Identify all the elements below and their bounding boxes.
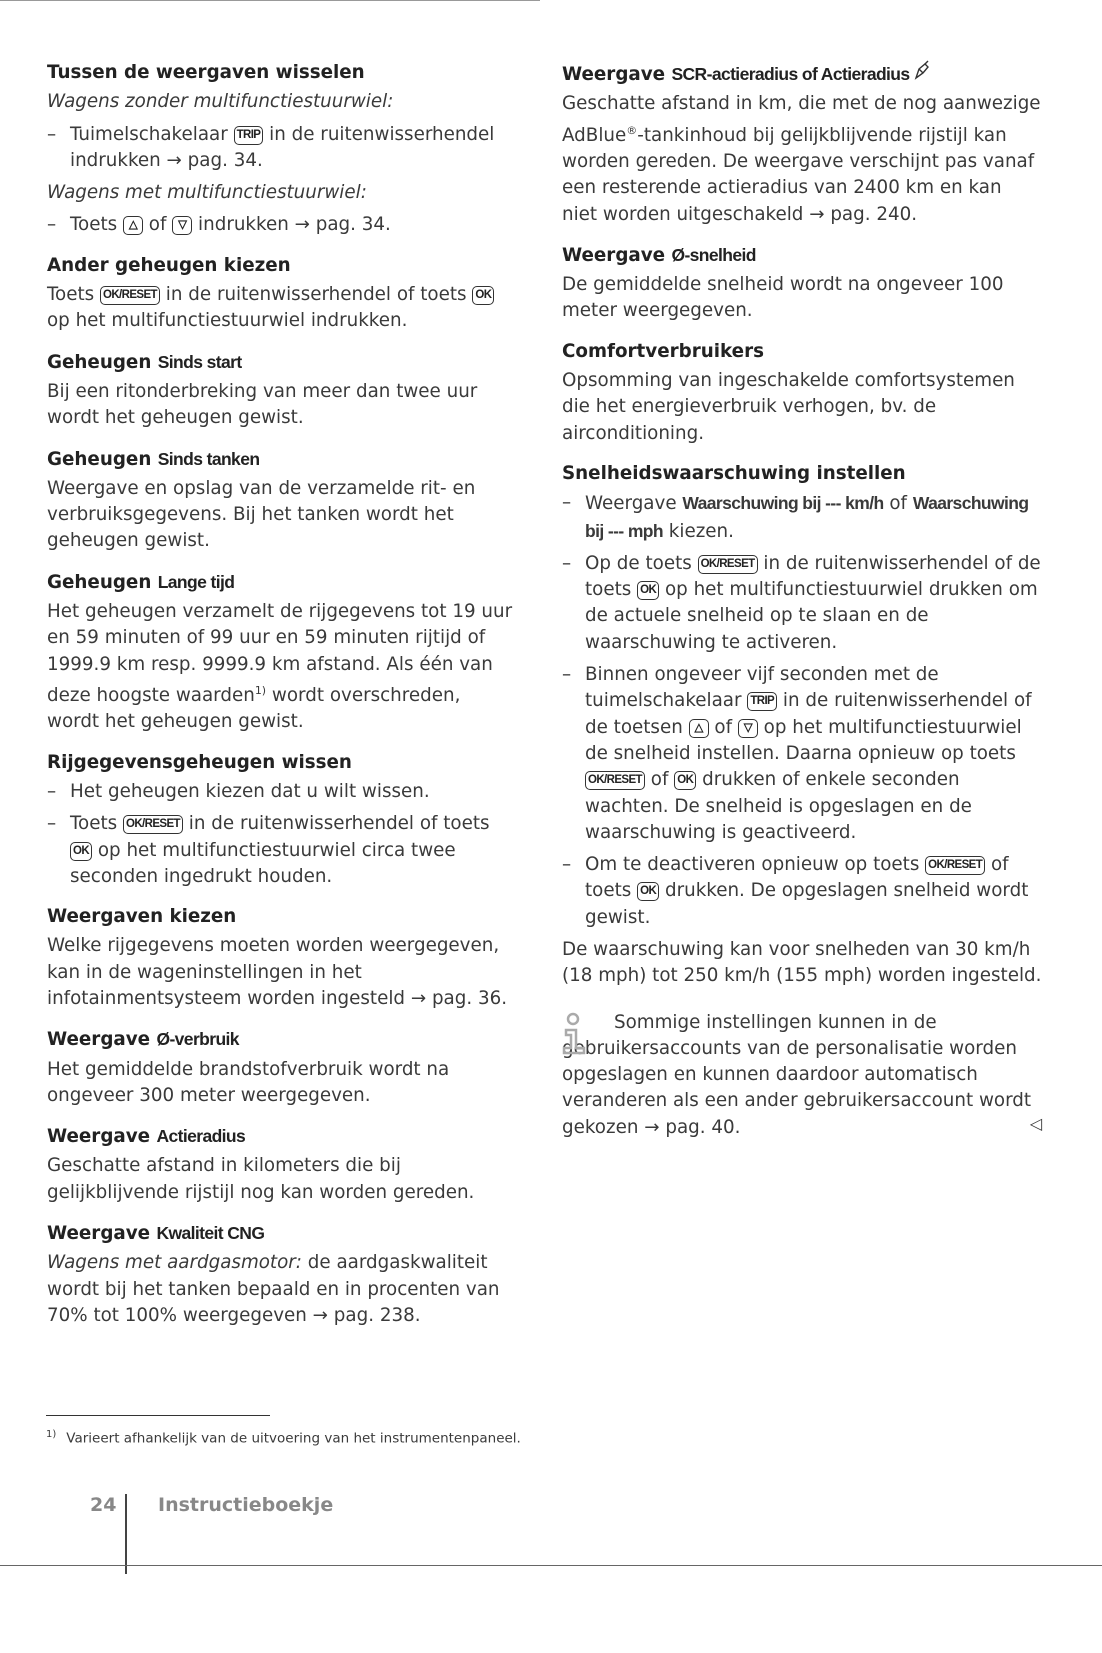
text-run: in de ruitenwisserhendel of toets bbox=[160, 284, 473, 306]
dash-list-item bbox=[47, 779, 517, 805]
fuel-pump-nozzle-icon bbox=[913, 60, 931, 80]
key-ok-icon: OK bbox=[637, 581, 659, 600]
text-run: Om te deactiveren opnieuw op toets bbox=[585, 854, 926, 876]
left-column bbox=[47, 60, 517, 1343]
text-run: of toets bbox=[585, 854, 1009, 902]
condition-label bbox=[47, 89, 517, 115]
paragraph bbox=[47, 599, 517, 736]
text-run: in de ruitenwisserhendel of toets bbox=[183, 813, 490, 835]
footnote bbox=[46, 1429, 521, 1447]
text-run: of bbox=[708, 716, 738, 738]
text-run: Wagens met multifunctiestuurwiel: bbox=[47, 182, 367, 204]
text-run: Het gemiddelde brandstofverbruik wordt na ongeveer 300 meter weergegeven. bbox=[47, 1058, 450, 1106]
dash-list-item bbox=[47, 122, 517, 175]
section bbox=[562, 461, 1042, 990]
text-run: De waarschuwing kan voor snelheden van 30 km/h (18 mph) tot 250 km/h (155 mph) worden ingesteld. bbox=[562, 939, 1042, 987]
key-okreset-icon: OK/RESET bbox=[925, 856, 985, 875]
key-ok-icon: OK bbox=[70, 842, 92, 861]
section-heading bbox=[47, 1220, 517, 1247]
key--icon: △ bbox=[689, 719, 709, 738]
section-heading bbox=[47, 569, 517, 596]
text-run: Weergave bbox=[47, 1126, 157, 1148]
key-okreset-icon: OK/RESET bbox=[100, 286, 160, 305]
key-okreset-icon: OK/RESET bbox=[585, 771, 645, 790]
emphasis-label: Kwaliteit CNG bbox=[156, 1223, 265, 1244]
section bbox=[47, 1220, 517, 1329]
paragraph bbox=[47, 379, 517, 432]
paragraph bbox=[562, 272, 1042, 325]
text-run: op het multifunctiestuurwiel de snelheid instellen. Daarna opnieuw op toets bbox=[585, 716, 1022, 764]
section-heading bbox=[47, 349, 517, 376]
text-run: kiezen. bbox=[662, 520, 734, 542]
text-run: Op de toets bbox=[585, 552, 698, 574]
info-icon bbox=[562, 1012, 588, 1056]
key--icon: ▽ bbox=[172, 216, 192, 235]
text-run: Geschatte afstand in kilometers die bij gelijkblijvende rijstijl nog kan worden gereden. bbox=[47, 1155, 475, 1203]
text-run: in de ruitenwisserhendel of de toets bbox=[585, 552, 1041, 601]
text-run: Weergave bbox=[562, 64, 672, 85]
text-run: drukken. De opgeslagen snelheid wordt gewist. bbox=[585, 880, 1029, 928]
text-run: Weergaven kiezen bbox=[47, 906, 237, 928]
text-run: de aardgaskwaliteit wordt bij het tanken bepaald en in procenten van 70% tot 100% weergegeven → pag. 238. bbox=[47, 1252, 500, 1326]
emphasis-label: Sinds tanken bbox=[157, 448, 260, 469]
text-run: op het multifunctiestuurwiel circa twee seconden ingedrukt houden. bbox=[70, 839, 456, 887]
paragraph bbox=[47, 1057, 517, 1110]
text-run: Toets bbox=[47, 284, 100, 306]
text-run: Ander geheugen kiezen bbox=[47, 254, 291, 276]
text-run: in de ruitenwisserhendel of de toetsen bbox=[585, 690, 1032, 738]
text-run: Wagens zonder multifunctiestuurwiel: bbox=[47, 91, 394, 113]
text-run: Weergave bbox=[47, 1029, 157, 1051]
section bbox=[47, 750, 517, 890]
emphasis-label: Ø-snelheid bbox=[671, 244, 756, 265]
text-run: Rijgegevensgeheugen wissen bbox=[47, 751, 352, 773]
key-trip-icon: TRIP bbox=[234, 126, 264, 145]
key-ok-icon: OK bbox=[472, 286, 494, 305]
dash-list-item bbox=[562, 662, 1042, 846]
footnote-rule bbox=[46, 1415, 270, 1416]
dash-list-item bbox=[47, 811, 517, 890]
bottom-rule bbox=[0, 1565, 1102, 1566]
text-run: drukken of enkele seconden wachten. De snelheid is opgeslagen en de waarschuwing is geactiveerd. bbox=[585, 769, 972, 843]
text-run: Weergave en opslag van de verzamelde rit- en verbruiksgegevens. Bij het tanken wordt het geheugen gewist. bbox=[47, 477, 476, 552]
text-run: of bbox=[883, 493, 913, 515]
text-run: op het multifunctiestuurwiel indrukken. bbox=[47, 310, 408, 332]
section-heading bbox=[562, 339, 1042, 365]
key-okreset-icon: OK/RESET bbox=[123, 815, 183, 834]
section bbox=[47, 1026, 517, 1109]
emphasis-label: Sinds start bbox=[157, 351, 242, 372]
footer-title: Instructieboekje bbox=[158, 1494, 334, 1516]
text-run: De gemiddelde snelheid wordt na ongeveer 100 meter weergegeven. bbox=[562, 274, 1004, 322]
paragraph bbox=[47, 1250, 517, 1329]
dash-list-item bbox=[562, 490, 1042, 545]
section bbox=[562, 242, 1042, 325]
section-heading bbox=[47, 253, 517, 279]
text-run: Geschatte afstand in km, die met de nog aanwezige AdBlue bbox=[562, 93, 1041, 146]
section-heading bbox=[47, 904, 517, 930]
section bbox=[562, 60, 1042, 228]
section bbox=[47, 60, 517, 239]
text-run: Geheugen bbox=[47, 351, 158, 373]
paragraph bbox=[47, 1153, 517, 1206]
text-run: Binnen ongeveer vijf seconden met de tuimelschakelaar bbox=[585, 664, 939, 712]
section-heading bbox=[562, 60, 1042, 88]
section bbox=[562, 339, 1042, 447]
section-heading bbox=[47, 1026, 517, 1053]
section bbox=[47, 904, 517, 1012]
dash-list-item bbox=[562, 551, 1042, 656]
key-ok-icon: OK bbox=[637, 882, 659, 901]
dash-list-item bbox=[47, 212, 517, 238]
right-column bbox=[562, 60, 1042, 1141]
text-run: Toets bbox=[70, 214, 123, 236]
top-rule bbox=[0, 0, 540, 1]
text-run: Tuimelschakelaar bbox=[70, 123, 234, 145]
emphasis-label: Ø-verbruik bbox=[156, 1029, 239, 1050]
dash-list-item bbox=[562, 852, 1042, 931]
condition-label bbox=[47, 180, 517, 206]
key--icon: ▽ bbox=[738, 719, 758, 738]
page-number: 24 bbox=[90, 1494, 117, 1516]
text-run: Opsomming van ingeschakelde comfortsystemen die het energieverbruik verhogen, bv. de airconditioning. bbox=[562, 370, 1015, 444]
text-run: -tankinhoud bij gelijkblijvende rijstijl kan worden gereden. De weergave verschijnt pas vanaf een resterende actieradius van 2400 km en kan niet worden uitgeschakeld → pag. 240. bbox=[562, 124, 1035, 225]
section-heading bbox=[47, 60, 517, 86]
text-run: Weergave bbox=[47, 1223, 157, 1245]
text-run: op het multifunctiestuurwiel drukken om de actuele snelheid op te slaan en de waarschuwing te activeren. bbox=[585, 579, 1038, 653]
emphasis-label: Lange tijd bbox=[157, 571, 235, 592]
text-run: wordt overschreden, wordt het geheugen gewist. bbox=[47, 685, 461, 733]
section-heading bbox=[47, 750, 517, 776]
info-note-text: Sommige instellingen kunnen in de gebruikersaccounts van de personalisatie worden opgeslagen en kunnen daardoor automatisch veranderen als een ander gebruikersaccount wordt gekozen → pag. 40. bbox=[562, 1011, 1032, 1138]
emphasis-label: Actieradius bbox=[156, 1126, 246, 1147]
paragraph bbox=[562, 937, 1042, 990]
emphasis-label: Waarschuwing bij --- km/h bbox=[682, 493, 884, 514]
section bbox=[47, 446, 517, 555]
key-ok-icon: OK bbox=[674, 771, 696, 790]
section-heading bbox=[47, 1123, 517, 1150]
text-run: Weergave bbox=[562, 244, 672, 266]
text-run: of bbox=[645, 769, 675, 791]
text-run: Tussen de weergaven wisselen bbox=[47, 62, 365, 83]
section-heading bbox=[562, 461, 1042, 487]
section bbox=[47, 253, 517, 335]
footnote-marker: 1) bbox=[46, 1429, 57, 1440]
key-trip-icon: TRIP bbox=[747, 692, 777, 711]
paragraph bbox=[47, 933, 517, 1012]
text-run: Geheugen bbox=[47, 571, 158, 593]
section bbox=[47, 569, 517, 736]
end-of-section-mark: ◁ bbox=[1029, 1113, 1042, 1133]
footnote-text: Varieert afhankelijk van de uitvoering van het instrumentenpaneel. bbox=[66, 1430, 521, 1447]
paragraph bbox=[562, 91, 1042, 228]
section-heading bbox=[47, 446, 517, 473]
superscript: ® bbox=[626, 123, 638, 137]
text-run: indrukken → pag. 34. bbox=[192, 214, 391, 236]
text-run: Weergave bbox=[585, 493, 683, 515]
emphasis-label: SCR-actieradius of Actieradius bbox=[671, 64, 910, 84]
section-heading bbox=[562, 242, 1042, 269]
text-run: Snelheidswaarschuwing instellen bbox=[562, 462, 906, 484]
paragraph bbox=[562, 368, 1042, 447]
text-run: Toets bbox=[70, 813, 123, 835]
emphasis-label: Waarschuwing bij --- mph bbox=[585, 493, 1029, 541]
text-run: in de ruitenwisserhendel indrukken → pag. 34. bbox=[70, 123, 495, 171]
footer-divider bbox=[125, 1494, 127, 1574]
text-run: of bbox=[143, 214, 173, 236]
text-run: Comfortverbruikers bbox=[562, 340, 764, 362]
key--icon: △ bbox=[123, 216, 143, 235]
section bbox=[47, 349, 517, 432]
text-run: Het geheugen kiezen dat u wilt wissen. bbox=[70, 780, 430, 802]
text-run: Bij een ritonderbreking van meer dan twee uur wordt het geheugen gewist. bbox=[47, 380, 478, 429]
italic-run: Wagens met aardgasmotor: bbox=[47, 1252, 302, 1274]
text-run: Welke rijgegevens moeten worden weergegeven, kan in de wageninstellingen in het infotainmentsysteem worden ingesteld → pag. 36. bbox=[47, 935, 508, 1009]
info-note bbox=[562, 1004, 1042, 1141]
superscript: 1) bbox=[254, 683, 267, 697]
key-okreset-icon: OK/RESET bbox=[698, 555, 758, 574]
section bbox=[47, 1123, 517, 1206]
text-run: Geheugen bbox=[47, 448, 158, 470]
paragraph bbox=[47, 476, 517, 555]
paragraph bbox=[47, 282, 517, 335]
text-run: Het geheugen verzamelt de rijgegevens tot 19 uur en 59 minuten of 99 uur en 59 minuten rijtijd of 1999.9 km resp. 9999.9 km afstand. Als één van deze hoogste waarden bbox=[47, 601, 513, 707]
